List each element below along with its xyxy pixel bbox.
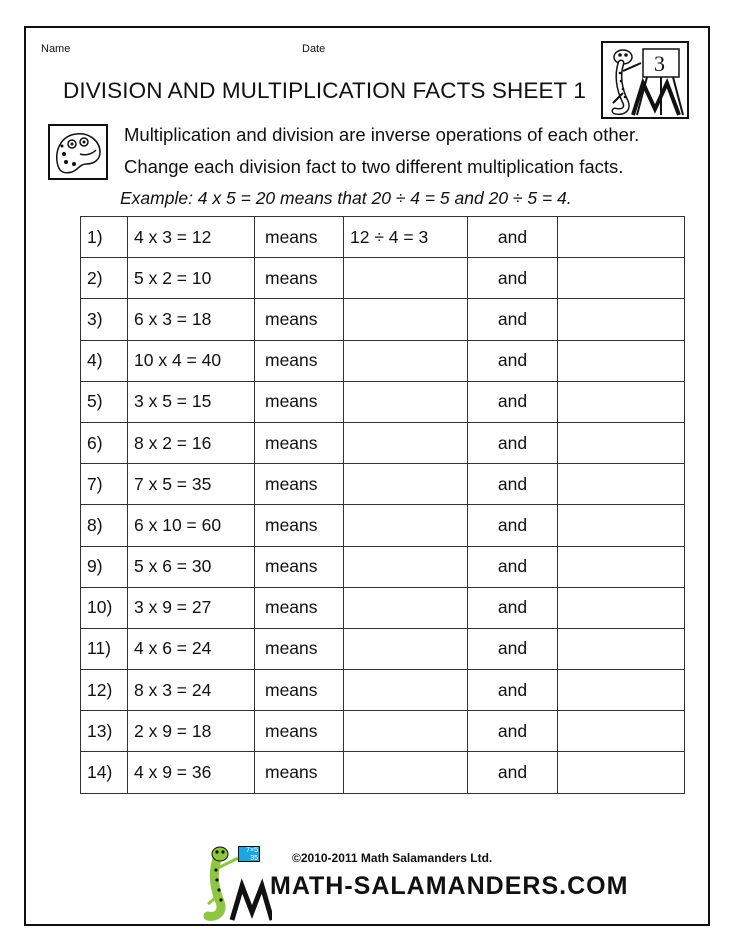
multiplication-fact: 10 x 4 = 40	[128, 340, 255, 381]
row-number: 7)	[81, 464, 128, 505]
means-label: means	[255, 505, 344, 546]
means-label: means	[255, 464, 344, 505]
row-number: 4)	[81, 340, 128, 381]
answer-cell-1[interactable]	[344, 464, 468, 505]
table-row	[81, 258, 685, 299]
answer-cell-2[interactable]	[558, 217, 685, 258]
multiplication-fact: 2 x 9 = 18	[128, 711, 255, 752]
means-label: means	[255, 587, 344, 628]
multiplication-fact: 8 x 3 = 24	[128, 670, 255, 711]
footer-board: 7×5 35	[238, 846, 260, 862]
and-label: and	[468, 422, 558, 463]
and-label: and	[468, 546, 558, 587]
answer-cell-2[interactable]	[558, 752, 685, 793]
means-label: means	[255, 381, 344, 422]
answer-cell-2[interactable]	[558, 422, 685, 463]
table-row	[81, 546, 685, 587]
table-row	[81, 422, 685, 463]
table-row	[81, 299, 685, 340]
row-number: 13)	[81, 711, 128, 752]
means-label: means	[255, 422, 344, 463]
and-label: and	[468, 628, 558, 669]
means-label: means	[255, 546, 344, 587]
multiplication-fact: 4 x 3 = 12	[128, 217, 255, 258]
and-label: and	[468, 752, 558, 793]
means-label: means	[255, 670, 344, 711]
row-number: 9)	[81, 546, 128, 587]
answer-cell-1[interactable]: 12 ÷ 4 = 3	[344, 217, 468, 258]
multiplication-fact: 4 x 9 = 36	[128, 752, 255, 793]
row-number: 5)	[81, 381, 128, 422]
salamander-teacher-icon	[601, 41, 689, 119]
multiplication-fact: 7 x 5 = 35	[128, 464, 255, 505]
row-number: 6)	[81, 422, 128, 463]
instruction-line-2: Change each division fact to two different multiplication facts.	[124, 156, 624, 177]
multiplication-fact: 6 x 3 = 18	[128, 299, 255, 340]
multiplication-fact: 6 x 10 = 60	[128, 505, 255, 546]
name-label: Name	[41, 43, 71, 55]
table-row	[81, 670, 685, 711]
answer-cell-1[interactable]	[344, 422, 468, 463]
logo-text: MATH-SALAMANDERS.COM	[270, 872, 629, 900]
and-label: and	[468, 258, 558, 299]
example-text: Example: 4 x 5 = 20 means that 20 ÷ 4 = 5 and 20 ÷ 5 = 4.	[120, 188, 572, 208]
means-label: means	[255, 711, 344, 752]
copyright-text: ©2010-2011 Math Salamanders Ltd.	[292, 851, 493, 865]
table-row	[81, 752, 685, 793]
row-number: 3)	[81, 299, 128, 340]
answer-cell-2[interactable]	[558, 587, 685, 628]
and-label: and	[468, 464, 558, 505]
date-label: Date	[302, 43, 326, 55]
answer-cell-2[interactable]	[558, 670, 685, 711]
and-label: and	[468, 340, 558, 381]
answer-cell-2[interactable]	[558, 546, 685, 587]
answer-cell-2[interactable]	[558, 505, 685, 546]
row-number: 8)	[81, 505, 128, 546]
means-label: means	[255, 299, 344, 340]
multiplication-fact: 3 x 9 = 27	[128, 587, 255, 628]
table-row	[81, 711, 685, 752]
and-label: and	[468, 381, 558, 422]
table-row	[81, 505, 685, 546]
row-number: 1)	[81, 217, 128, 258]
salamander-face-icon	[48, 124, 108, 180]
badge-number: 3	[654, 51, 665, 76]
table-row	[81, 628, 685, 669]
multiplication-fact: 5 x 2 = 10	[128, 258, 255, 299]
answer-cell-2[interactable]	[558, 258, 685, 299]
and-label: and	[468, 711, 558, 752]
answer-cell-2[interactable]	[558, 711, 685, 752]
multiplication-fact: 8 x 2 = 16	[128, 422, 255, 463]
row-number: 11)	[81, 628, 128, 669]
answer-cell-1[interactable]	[344, 299, 468, 340]
means-label: means	[255, 628, 344, 669]
answer-cell-1[interactable]	[344, 628, 468, 669]
answer-cell-1[interactable]	[344, 752, 468, 793]
multiplication-fact: 3 x 5 = 15	[128, 381, 255, 422]
instruction-line-1: Multiplication and division are inverse operations of each other.	[124, 124, 640, 145]
and-label: and	[468, 587, 558, 628]
and-label: and	[468, 217, 558, 258]
answer-cell-2[interactable]	[558, 628, 685, 669]
answer-cell-2[interactable]	[558, 340, 685, 381]
and-label: and	[468, 670, 558, 711]
page-title: DIVISION AND MULTIPLICATION FACTS SHEET 1	[63, 78, 586, 103]
row-number: 14)	[81, 752, 128, 793]
table-row	[81, 381, 685, 422]
answer-cell-1[interactable]	[344, 381, 468, 422]
answer-cell-1[interactable]	[344, 505, 468, 546]
answer-cell-1[interactable]	[344, 670, 468, 711]
row-number: 10)	[81, 587, 128, 628]
row-number: 2)	[81, 258, 128, 299]
table-row	[81, 217, 685, 258]
answer-cell-1[interactable]	[344, 258, 468, 299]
answer-cell-1[interactable]	[344, 711, 468, 752]
table-row	[81, 464, 685, 505]
answer-cell-1[interactable]	[344, 340, 468, 381]
and-label: and	[468, 505, 558, 546]
table-row	[81, 587, 685, 628]
facts-table	[80, 216, 685, 794]
multiplication-fact: 5 x 6 = 30	[128, 546, 255, 587]
and-label: and	[468, 299, 558, 340]
multiplication-fact: 4 x 6 = 24	[128, 628, 255, 669]
means-label: means	[255, 217, 344, 258]
row-number: 12)	[81, 670, 128, 711]
means-label: means	[255, 258, 344, 299]
answer-cell-1[interactable]	[344, 546, 468, 587]
means-label: means	[255, 340, 344, 381]
table-row	[81, 340, 685, 381]
answer-cell-2[interactable]	[558, 299, 685, 340]
answer-cell-2[interactable]	[558, 464, 685, 505]
means-label: means	[255, 752, 344, 793]
answer-cell-2[interactable]	[558, 381, 685, 422]
answer-cell-1[interactable]	[344, 587, 468, 628]
